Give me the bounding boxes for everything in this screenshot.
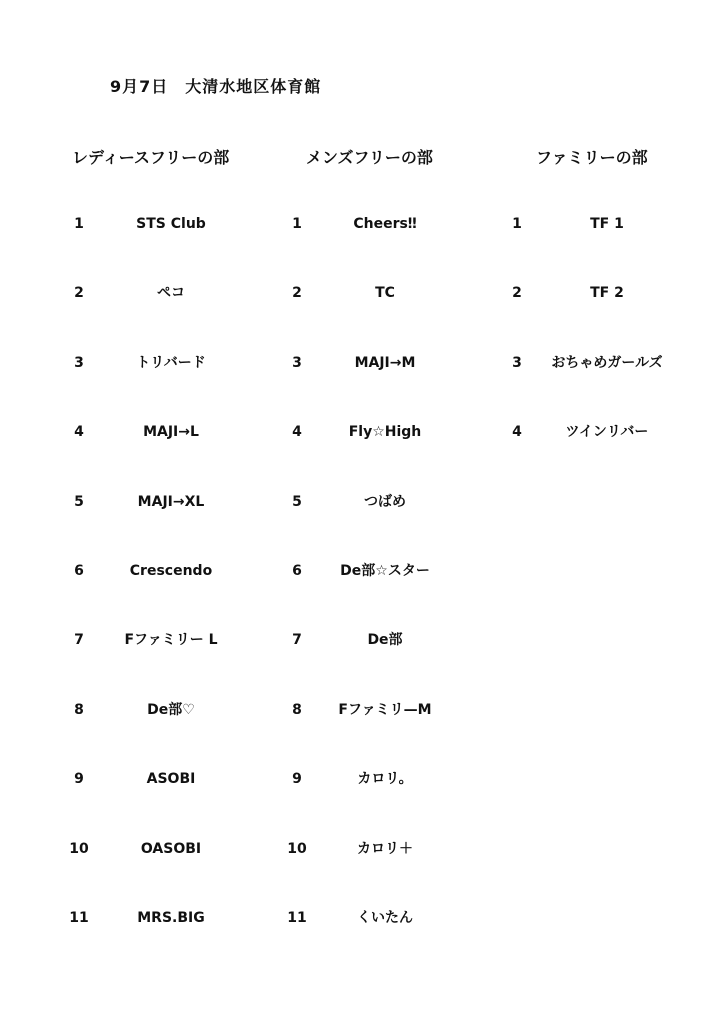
team-name: MAJI→XL [137,494,205,510]
entry-number: 9 [74,771,84,787]
team-name: ツインリバー [565,424,649,440]
team-row-ladies-5 [66,488,236,516]
entry-number: 7 [292,632,302,648]
team-row-ladies-3 [66,349,236,377]
entry-number: 2 [512,285,522,301]
team-name: ペコ [157,285,185,301]
team-row-mens-1 [284,210,450,238]
team-row-ladies-9 [66,765,236,793]
team-name: De部♡ [147,702,195,718]
team-name: Fファミリ—M [338,702,432,718]
team-name: TC [375,285,395,301]
team-name: Crescendo [129,563,213,579]
team-row-mens-2 [284,279,450,307]
team-row-ladies-4 [66,418,236,446]
team-row-ladies-8 [66,696,236,724]
team-name: MRS.BIG [137,910,205,926]
team-row-family-3 [504,349,682,377]
entry-number: 2 [292,285,302,301]
section-title-mens: メンズフリーの部 [306,148,433,167]
entry-number: 1 [292,216,302,232]
entry-number: 5 [292,494,302,510]
entry-number: 8 [74,702,84,718]
entry-number: 2 [74,285,84,301]
section-title-family: ファミリーの部 [536,148,648,167]
team-row-family-1 [504,210,682,238]
team-name: STS Club [136,216,206,232]
team-name: ASOBI [146,771,196,787]
team-row-mens-10 [284,835,450,863]
team-row-ladies-6 [66,557,236,585]
team-row-ladies-7 [66,626,236,654]
section-title-ladies: レディースフリーの部 [72,148,230,167]
entry-number: 5 [74,494,84,510]
entry-number: 6 [74,563,84,579]
team-name: Cheers‼ [353,216,417,232]
entry-number: 4 [292,424,302,440]
team-row-mens-6 [284,557,450,585]
team-name: MAJI→M [354,355,416,371]
team-name: MAJI→L [143,424,199,440]
entry-number: 11 [69,910,89,926]
entry-number: 10 [69,841,89,857]
team-name: カロリ＋ [357,841,413,857]
team-row-mens-7 [284,626,450,654]
entry-number: 10 [287,841,307,857]
team-name: つばめ [364,494,406,510]
team-name: TF 2 [590,285,624,301]
entry-number: 11 [287,910,307,926]
team-name: De部☆スター [340,563,430,579]
entry-number: 4 [512,424,522,440]
team-name: Fファミリー L [124,632,218,648]
team-row-ladies-1 [66,210,236,238]
team-row-mens-4 [284,418,450,446]
team-row-ladies-2 [66,279,236,307]
team-row-mens-3 [284,349,450,377]
team-row-ladies-11 [66,904,236,932]
team-name: くいたん [357,910,413,926]
entry-number: 1 [74,216,84,232]
entry-number: 6 [292,563,302,579]
team-row-ladies-10 [66,835,236,863]
entry-number: 1 [512,216,522,232]
entry-number: 7 [74,632,84,648]
team-name: おちゃめガールズ [551,355,663,371]
entry-number: 3 [292,355,302,371]
team-row-mens-8 [284,696,450,724]
entry-number: 3 [512,355,522,371]
entry-number: 8 [292,702,302,718]
entry-number: 4 [74,424,84,440]
team-name: OASOBI [140,841,202,857]
team-name: カロリ。 [357,771,413,787]
page-title: 9月7日 大清水地区体育館 [110,77,322,96]
team-row-mens-11 [284,904,450,932]
team-name: TF 1 [590,216,624,232]
team-row-mens-9 [284,765,450,793]
team-row-mens-5 [284,488,450,516]
entry-number: 9 [292,771,302,787]
team-row-family-2 [504,279,682,307]
team-name: De部 [367,632,403,648]
team-name: トリバード [136,355,206,371]
entry-number: 3 [74,355,84,371]
team-name: Fly☆High [348,424,422,440]
team-row-family-4 [504,418,682,446]
